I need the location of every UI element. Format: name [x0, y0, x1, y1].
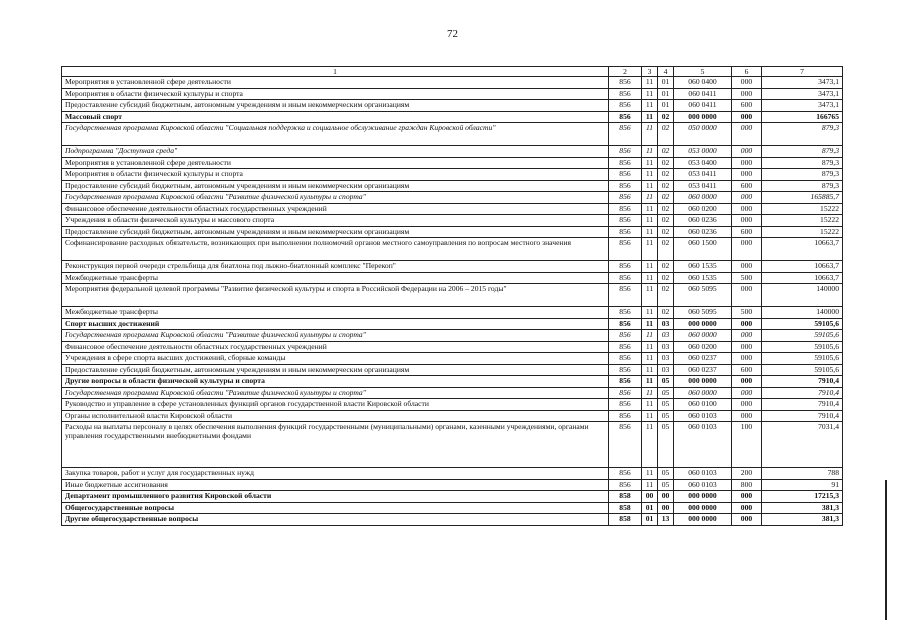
- department-code-cell: 856: [609, 307, 642, 319]
- table-header-row: [62, 67, 843, 77]
- target-article-cell: 053 0411: [674, 180, 732, 192]
- section-code-cell: 01: [642, 514, 658, 526]
- expense-type-cell: 500: [732, 307, 762, 319]
- section-code-cell: 11: [642, 215, 658, 227]
- department-code-cell: 858: [609, 514, 642, 526]
- department-code-cell: 858: [609, 502, 642, 514]
- section-code-cell: 11: [642, 111, 658, 123]
- subsection-code-cell: 01: [658, 88, 674, 100]
- target-article-cell: 000 0000: [674, 514, 732, 526]
- item-name-cell: Массовый спорт: [62, 111, 609, 123]
- item-name-cell: Финансовое обеспечение деятельности областных государственных учреждений: [62, 203, 609, 215]
- target-article-cell: 060 1500: [674, 238, 732, 261]
- subsection-code-cell: 02: [658, 123, 674, 146]
- table-row: [62, 479, 843, 491]
- header-cell: 7: [762, 67, 843, 77]
- subsection-code-cell: 02: [658, 180, 674, 192]
- subsection-code-cell: 05: [658, 387, 674, 399]
- expense-type-cell: 000: [732, 123, 762, 146]
- target-article-cell: 060 0000: [674, 387, 732, 399]
- department-code-cell: 856: [609, 123, 642, 146]
- table-row: [62, 376, 843, 388]
- subsection-code-cell: 00: [658, 491, 674, 503]
- header-cell: 4: [658, 67, 674, 77]
- target-article-cell: 060 0237: [674, 353, 732, 365]
- table-row: [62, 318, 843, 330]
- table-row: [62, 272, 843, 284]
- department-code-cell: 856: [609, 387, 642, 399]
- department-code-cell: 856: [609, 341, 642, 353]
- section-code-cell: 11: [642, 192, 658, 204]
- table-row: [62, 468, 843, 480]
- expense-type-cell: 000: [732, 77, 762, 89]
- department-code-cell: 856: [609, 203, 642, 215]
- expense-type-cell: 600: [732, 180, 762, 192]
- subsection-code-cell: 13: [658, 514, 674, 526]
- amount-cell: 140000: [762, 307, 843, 319]
- section-code-cell: 11: [642, 399, 658, 411]
- table-row: [62, 180, 843, 192]
- amount-cell: 59105,6: [762, 353, 843, 365]
- target-article-cell: 060 5095: [674, 307, 732, 319]
- amount-cell: 140000: [762, 284, 843, 307]
- amount-cell: 17215,3: [762, 491, 843, 503]
- amount-cell: 3473,1: [762, 88, 843, 100]
- item-name-cell: Спорт высших достижений: [62, 318, 609, 330]
- expense-type-cell: 500: [732, 272, 762, 284]
- item-name-cell: Предоставление субсидий бюджетным, автономным учреждениям и иным некоммерческим организациям: [62, 364, 609, 376]
- item-name-cell: Государственная программа Кировской области "Развитие физической культуры и спорта": [62, 192, 609, 204]
- item-name-cell: Государственная программа Кировской области "Развитие физической культуры и спорта": [62, 387, 609, 399]
- subsection-code-cell: 01: [658, 100, 674, 112]
- item-name-cell: Софинансирование расходных обязательств, возникающих при выполнении полномочий органов местного самоуправления по вопросам местного значения: [62, 238, 609, 261]
- expense-type-cell: 000: [732, 341, 762, 353]
- target-article-cell: 000 0000: [674, 111, 732, 123]
- table-row: [62, 261, 843, 273]
- subsection-code-cell: 02: [658, 307, 674, 319]
- expense-type-cell: 100: [732, 422, 762, 468]
- section-code-cell: 11: [642, 180, 658, 192]
- item-name-cell: Расходы на выплаты персоналу в целях обеспечения выполнения функций государственными (муниципальными) органами, казенными учреждениями, органами управления государственными внебюджетными фондами: [62, 422, 609, 468]
- item-name-cell: Иные бюджетные ассигнования: [62, 479, 609, 491]
- subsection-code-cell: 02: [658, 226, 674, 238]
- item-name-cell: Другие вопросы в области физической культуры и спорта: [62, 376, 609, 388]
- subsection-code-cell: 02: [658, 169, 674, 181]
- section-code-cell: 11: [642, 123, 658, 146]
- department-code-cell: 856: [609, 410, 642, 422]
- section-code-cell: 11: [642, 146, 658, 158]
- table-row: [62, 88, 843, 100]
- section-code-cell: 11: [642, 100, 658, 112]
- item-name-cell: Предоставление субсидий бюджетным, автономным учреждениям и иным некоммерческим организациям: [62, 100, 609, 112]
- department-code-cell: 856: [609, 399, 642, 411]
- section-code-cell: 11: [642, 77, 658, 89]
- section-code-cell: 11: [642, 261, 658, 273]
- target-article-cell: 000 0000: [674, 318, 732, 330]
- header-cell: 1: [62, 67, 609, 77]
- expense-type-cell: 000: [732, 203, 762, 215]
- expense-type-cell: 000: [732, 491, 762, 503]
- item-name-cell: Учреждения в области физической культуры и массового спорта: [62, 215, 609, 227]
- subsection-code-cell: 02: [658, 157, 674, 169]
- target-article-cell: 060 0000: [674, 330, 732, 342]
- table-row: [62, 203, 843, 215]
- section-code-cell: 11: [642, 272, 658, 284]
- expense-type-cell: 000: [732, 514, 762, 526]
- section-code-cell: 11: [642, 88, 658, 100]
- target-article-cell: 060 0103: [674, 479, 732, 491]
- expense-type-cell: 000: [732, 399, 762, 411]
- subsection-code-cell: 03: [658, 318, 674, 330]
- expense-type-cell: 000: [732, 88, 762, 100]
- section-code-cell: 11: [642, 157, 658, 169]
- item-name-cell: Другие общегосударственные вопросы: [62, 514, 609, 526]
- amount-cell: 7910,4: [762, 399, 843, 411]
- target-article-cell: 000 0000: [674, 502, 732, 514]
- subsection-code-cell: 01: [658, 77, 674, 89]
- header-cell: 2: [609, 67, 642, 77]
- subsection-code-cell: 02: [658, 146, 674, 158]
- department-code-cell: 856: [609, 318, 642, 330]
- department-code-cell: 856: [609, 192, 642, 204]
- department-code-cell: 856: [609, 364, 642, 376]
- page-number: 72: [447, 28, 458, 40]
- table-row: [62, 410, 843, 422]
- target-article-cell: 060 1535: [674, 261, 732, 273]
- expense-type-cell: 000: [732, 169, 762, 181]
- target-article-cell: 060 0103: [674, 468, 732, 480]
- amount-cell: 3473,1: [762, 100, 843, 112]
- department-code-cell: 856: [609, 111, 642, 123]
- amount-cell: 7031,4: [762, 422, 843, 468]
- table-row: [62, 146, 843, 158]
- item-name-cell: Мероприятия в области физической культуры и спорта: [62, 88, 609, 100]
- table-row: [62, 226, 843, 238]
- expense-type-cell: 000: [732, 215, 762, 227]
- department-code-cell: 858: [609, 491, 642, 503]
- target-article-cell: 060 0236: [674, 226, 732, 238]
- target-article-cell: 060 0411: [674, 88, 732, 100]
- expense-type-cell: 600: [732, 364, 762, 376]
- subsection-code-cell: 02: [658, 203, 674, 215]
- amount-cell: 166765: [762, 111, 843, 123]
- department-code-cell: 856: [609, 215, 642, 227]
- table-row: [62, 123, 843, 146]
- table-row: [62, 284, 843, 307]
- section-code-cell: 01: [642, 502, 658, 514]
- expense-type-cell: 600: [732, 226, 762, 238]
- item-name-cell: Общегосударственные вопросы: [62, 502, 609, 514]
- subsection-code-cell: 05: [658, 376, 674, 388]
- item-name-cell: Департамент промышленного развития Кировской области: [62, 491, 609, 503]
- target-article-cell: 060 1535: [674, 272, 732, 284]
- subsection-code-cell: 05: [658, 410, 674, 422]
- table-row: [62, 353, 843, 365]
- amount-cell: 10663,7: [762, 238, 843, 261]
- department-code-cell: 856: [609, 468, 642, 480]
- expense-type-cell: 000: [732, 318, 762, 330]
- department-code-cell: 856: [609, 284, 642, 307]
- item-name-cell: Учреждения в сфере спорта высших достижений, сборные команды: [62, 353, 609, 365]
- department-code-cell: 856: [609, 88, 642, 100]
- expense-type-cell: 000: [732, 146, 762, 158]
- item-name-cell: Государственная программа Кировской области "Социальная поддержка и социальное обслуживание граждан Кировской области": [62, 123, 609, 146]
- item-name-cell: Межбюджетные трансферты: [62, 272, 609, 284]
- target-article-cell: 060 0000: [674, 192, 732, 204]
- section-code-cell: 11: [642, 468, 658, 480]
- amount-cell: 59105,6: [762, 341, 843, 353]
- expense-type-cell: 000: [732, 387, 762, 399]
- expense-type-cell: 000: [732, 192, 762, 204]
- department-code-cell: 856: [609, 157, 642, 169]
- target-article-cell: 053 0000: [674, 146, 732, 158]
- amount-cell: 165885,7: [762, 192, 843, 204]
- subsection-code-cell: 00: [658, 502, 674, 514]
- section-code-cell: 11: [642, 238, 658, 261]
- table-row: [62, 341, 843, 353]
- item-name-cell: Закупка товаров, работ и услуг для государственных нужд: [62, 468, 609, 480]
- department-code-cell: 856: [609, 376, 642, 388]
- subsection-code-cell: 05: [658, 399, 674, 411]
- amount-cell: 59105,6: [762, 364, 843, 376]
- table-row: [62, 111, 843, 123]
- section-code-cell: 11: [642, 422, 658, 468]
- target-article-cell: 060 0411: [674, 100, 732, 112]
- budget-table-body: [62, 67, 843, 526]
- table-row: [62, 422, 843, 468]
- department-code-cell: 856: [609, 422, 642, 468]
- subsection-code-cell: 03: [658, 330, 674, 342]
- department-code-cell: 856: [609, 238, 642, 261]
- target-article-cell: 060 0200: [674, 203, 732, 215]
- section-code-cell: 11: [642, 226, 658, 238]
- expense-type-cell: 000: [732, 261, 762, 273]
- item-name-cell: Предоставление субсидий бюджетным, автономным учреждениям и иным некоммерческим организациям: [62, 226, 609, 238]
- header-cell: 3: [642, 67, 658, 77]
- expense-type-cell: 000: [732, 353, 762, 365]
- table-row: [62, 514, 843, 526]
- item-name-cell: Предоставление субсидий бюджетным, автономным учреждениям и иным некоммерческим организациям: [62, 180, 609, 192]
- subsection-code-cell: 02: [658, 261, 674, 273]
- amount-cell: 879,3: [762, 157, 843, 169]
- section-code-cell: 11: [642, 353, 658, 365]
- section-code-cell: 11: [642, 376, 658, 388]
- target-article-cell: 060 0236: [674, 215, 732, 227]
- subsection-code-cell: 05: [658, 479, 674, 491]
- section-code-cell: 00: [642, 491, 658, 503]
- expense-type-cell: 000: [732, 410, 762, 422]
- item-name-cell: Государственная программа Кировской области "Развитие физической культуры и спорта": [62, 330, 609, 342]
- subsection-code-cell: 03: [658, 341, 674, 353]
- target-article-cell: 060 0103: [674, 422, 732, 468]
- department-code-cell: 856: [609, 226, 642, 238]
- amount-cell: 879,3: [762, 146, 843, 158]
- expense-type-cell: 000: [732, 376, 762, 388]
- table-row: [62, 100, 843, 112]
- table-row: [62, 399, 843, 411]
- header-cell: 6: [732, 67, 762, 77]
- target-article-cell: 060 0400: [674, 77, 732, 89]
- item-name-cell: Межбюджетные трансферты: [62, 307, 609, 319]
- department-code-cell: 856: [609, 180, 642, 192]
- amount-cell: 879,3: [762, 123, 843, 146]
- target-article-cell: 060 0100: [674, 399, 732, 411]
- target-article-cell: 053 0400: [674, 157, 732, 169]
- section-code-cell: 11: [642, 169, 658, 181]
- section-code-cell: 11: [642, 284, 658, 307]
- subsection-code-cell: 05: [658, 468, 674, 480]
- amount-cell: 7910,4: [762, 376, 843, 388]
- target-article-cell: 060 0103: [674, 410, 732, 422]
- item-name-cell: Мероприятия федеральной целевой программы "Развитие физической культуры и спорта в Российской Федерации на 2006 – 2015 годы": [62, 284, 609, 307]
- subsection-code-cell: 02: [658, 215, 674, 227]
- table-row: [62, 77, 843, 89]
- section-code-cell: 11: [642, 330, 658, 342]
- amount-cell: 381,3: [762, 502, 843, 514]
- amount-cell: 7910,4: [762, 410, 843, 422]
- expense-type-cell: 000: [732, 157, 762, 169]
- subsection-code-cell: 05: [658, 422, 674, 468]
- table-row: [62, 387, 843, 399]
- expense-type-cell: 600: [732, 100, 762, 112]
- expense-type-cell: 000: [732, 284, 762, 307]
- department-code-cell: 856: [609, 100, 642, 112]
- department-code-cell: 856: [609, 261, 642, 273]
- section-code-cell: 11: [642, 318, 658, 330]
- target-article-cell: 060 5095: [674, 284, 732, 307]
- target-article-cell: 060 0237: [674, 364, 732, 376]
- section-code-cell: 11: [642, 341, 658, 353]
- department-code-cell: 856: [609, 272, 642, 284]
- amount-cell: 879,3: [762, 180, 843, 192]
- target-article-cell: 053 0411: [674, 169, 732, 181]
- subsection-code-cell: 02: [658, 111, 674, 123]
- margin-rule: [885, 480, 887, 620]
- department-code-cell: 856: [609, 330, 642, 342]
- target-article-cell: 060 0200: [674, 341, 732, 353]
- amount-cell: 15222: [762, 203, 843, 215]
- table-row: [62, 491, 843, 503]
- department-code-cell: 856: [609, 353, 642, 365]
- amount-cell: 3473,1: [762, 77, 843, 89]
- table-row: [62, 238, 843, 261]
- expense-type-cell: 000: [732, 111, 762, 123]
- department-code-cell: 856: [609, 77, 642, 89]
- table-row: [62, 330, 843, 342]
- amount-cell: 10663,7: [762, 261, 843, 273]
- item-name-cell: Реконструкция первой очереди стрельбища для биатлона под лыжно-биатлонный комплекс "Перекоп": [62, 261, 609, 273]
- item-name-cell: Мероприятия в области физической культуры и спорта: [62, 169, 609, 181]
- target-article-cell: 000 0000: [674, 376, 732, 388]
- subsection-code-cell: 03: [658, 364, 674, 376]
- table-row: [62, 307, 843, 319]
- amount-cell: 59105,6: [762, 318, 843, 330]
- budget-table: [61, 66, 843, 526]
- item-name-cell: Подпрограмма "Доступная среда": [62, 146, 609, 158]
- item-name-cell: Органы исполнительной власти Кировской области: [62, 410, 609, 422]
- target-article-cell: 000 0000: [674, 491, 732, 503]
- department-code-cell: 856: [609, 146, 642, 158]
- expense-type-cell: 200: [732, 468, 762, 480]
- department-code-cell: 856: [609, 169, 642, 181]
- section-code-cell: 11: [642, 203, 658, 215]
- table-row: [62, 157, 843, 169]
- table-row: [62, 192, 843, 204]
- table-row: [62, 364, 843, 376]
- expense-type-cell: 800: [732, 479, 762, 491]
- amount-cell: 879,3: [762, 169, 843, 181]
- amount-cell: 15222: [762, 215, 843, 227]
- subsection-code-cell: 02: [658, 192, 674, 204]
- expense-type-cell: 000: [732, 238, 762, 261]
- item-name-cell: Финансовое обеспечение деятельности областных государственных учреждений: [62, 341, 609, 353]
- table-row: [62, 502, 843, 514]
- expense-type-cell: 000: [732, 502, 762, 514]
- table-row: [62, 215, 843, 227]
- department-code-cell: 856: [609, 479, 642, 491]
- subsection-code-cell: 02: [658, 272, 674, 284]
- amount-cell: 15222: [762, 226, 843, 238]
- section-code-cell: 11: [642, 307, 658, 319]
- table-row: [62, 169, 843, 181]
- item-name-cell: Мероприятия в установленной сфере деятельности: [62, 77, 609, 89]
- item-name-cell: Мероприятия в установленной сфере деятельности: [62, 157, 609, 169]
- section-code-cell: 11: [642, 364, 658, 376]
- amount-cell: 91: [762, 479, 843, 491]
- header-cell: 5: [674, 67, 732, 77]
- amount-cell: 7910,4: [762, 387, 843, 399]
- target-article-cell: 050 0000: [674, 123, 732, 146]
- item-name-cell: Руководство и управление в сфере установленных функций органов государственной власти Кировской области: [62, 399, 609, 411]
- expense-type-cell: 000: [732, 330, 762, 342]
- section-code-cell: 11: [642, 410, 658, 422]
- amount-cell: 381,3: [762, 514, 843, 526]
- subsection-code-cell: 03: [658, 353, 674, 365]
- amount-cell: 10663,7: [762, 272, 843, 284]
- section-code-cell: 11: [642, 387, 658, 399]
- amount-cell: 59105,6: [762, 330, 843, 342]
- amount-cell: 788: [762, 468, 843, 480]
- subsection-code-cell: 02: [658, 284, 674, 307]
- section-code-cell: 11: [642, 479, 658, 491]
- subsection-code-cell: 02: [658, 238, 674, 261]
